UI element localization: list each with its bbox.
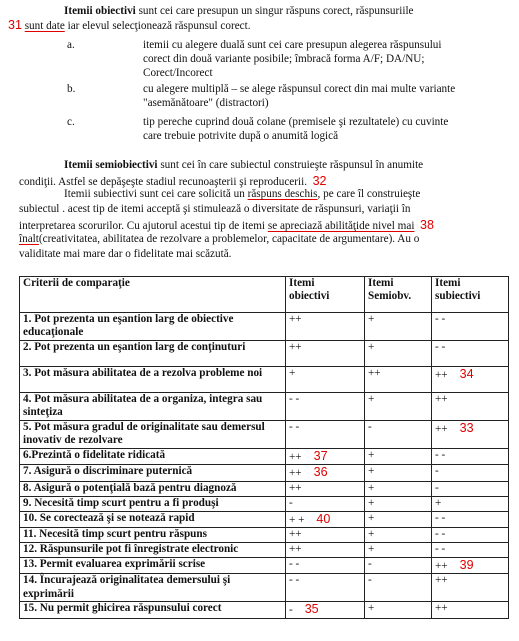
semiobv-cell: + [365, 602, 432, 618]
item-a-line-1: itemii cu alegere duală sunt cei care presupun alegerea răspunsului [143, 39, 442, 51]
criterion-cell: 8. Asigură o potenţială bază pentru diagnoză [20, 481, 286, 496]
header-subiectivi: Itemi subiectivi [432, 277, 509, 313]
semiobv-cell: + [365, 465, 432, 481]
underlined-sunt-date: sunt date [24, 20, 65, 32]
subiectivi-cell: - - [432, 340, 509, 366]
table-row [20, 366, 509, 392]
semi-line-5: interpretarea scorurilor. Cu ajutorul acestui tip de itemi se apreciază abilităţide nivel mai 38 [19, 218, 434, 232]
obiectivi-cell: - 35 [286, 602, 365, 618]
obiectivi-cell: ++ [286, 340, 365, 366]
criterion-cell: 11. Necesită timp scurt pentru răspuns [20, 527, 286, 542]
underlined-raspuns-deschis: răspuns deschis [247, 188, 318, 200]
table-row [20, 527, 509, 542]
subiectivi-cell: - [432, 481, 509, 496]
obiectivi-cell: - [286, 496, 365, 511]
subiectivi-cell: ++ [432, 602, 509, 618]
semiobv-cell: + [365, 511, 432, 527]
header-obiectivi: Itemi obiectivi [286, 277, 365, 313]
semiobv-cell: + [365, 340, 432, 366]
item-b-line-1: cu alegere multiplă – se alege răspunsul corect din mai multe variante [143, 83, 456, 95]
item-b-line-2: "asemănătoare" (distractori) [143, 97, 269, 109]
semiobv-cell: + [365, 448, 432, 464]
semiobv-cell: + [365, 313, 432, 341]
semi-line-4: subiectul . acest tip de itemi acceptă şi stimulează o diversitate de răspunsuri, variaţii în [19, 203, 411, 215]
red-marker: 33 [459, 420, 474, 435]
obiectivi-cell: ++ 37 [286, 448, 365, 464]
obiectivi-cell: ++ [286, 313, 365, 341]
criterion-cell: 4. Pot măsura abilitatea de a organiza, integra sau sinteţiza [20, 392, 286, 420]
subiectivi-cell: ++ [432, 392, 509, 420]
criterion-cell: 9. Necesită timp scurt pentru a fi produşi [20, 496, 286, 511]
red-marker: 40 [316, 511, 331, 526]
table-row [20, 574, 509, 602]
subiectivi-cell: - - [432, 511, 509, 527]
obiectivi-cell: ++ 36 [286, 465, 365, 481]
semi-line-2: condiţii. Astfel se depăşeşte stadiul recunoaşterii şi reproducerii. 32 [19, 174, 327, 188]
comparison-table [19, 276, 509, 619]
underlined-abilitati-nivel: se apreciază abilităţide nivel mai [267, 220, 415, 232]
subiectivi-cell: ++ [432, 574, 509, 602]
marker-38: 38 [420, 218, 434, 232]
criterion-cell: 1. Pot prezenta un eşantion larg de obiective educaţionale [20, 313, 286, 341]
criterion-cell: 3. Pot măsura abilitatea de a rezolva probleme noi [20, 366, 286, 392]
criterion-cell: 10. Se corectează şi se notează rapid [20, 511, 286, 527]
semi-line-1: Itemii semiobiectivi sunt cei în care subiectul construieşte răspunsul în anumite [64, 159, 424, 171]
semiobv-cell: ++ [365, 366, 432, 392]
obiectivi-cell: - - [286, 420, 365, 448]
item-b-letter: b. [67, 83, 76, 95]
obiectivi-cell: ++ [286, 481, 365, 496]
semiobv-cell: + [365, 392, 432, 420]
criterion-cell: 6.Prezintă o fidelitate ridicată [20, 448, 286, 464]
criterion-cell: 14. Încurajează originalitatea demersului şi exprimării [20, 574, 286, 602]
subiectivi-cell: - - [432, 313, 509, 341]
subiectivi-cell: - [432, 465, 509, 481]
marker-32: 32 [312, 174, 327, 188]
criterion-cell: 15. Nu permit ghicirea răspunsului corect [20, 602, 286, 618]
item-a-line-3: Corect/Incorect [143, 67, 213, 79]
table-row [20, 496, 509, 511]
semi-line-6: înalt(creativitatea, abilitatea de rezolvare a problemelor, capacitate de argumentare). Au o [19, 233, 420, 245]
criterion-cell: 7. Asigură o discriminare puternică [20, 465, 286, 481]
semiobv-cell: + [365, 527, 432, 542]
obiectivi-line-2: 31 sunt date iar elevul selecţionează răspunsul corect. [8, 18, 251, 32]
subiectivi-cell: ++ 34 [432, 366, 509, 392]
semiobv-cell: + [365, 481, 432, 496]
table-row [20, 542, 509, 557]
obiectivi-cell: - - [286, 574, 365, 602]
obiectivi-cell: ++ [286, 542, 365, 557]
table-row [20, 420, 509, 448]
table-body [20, 313, 509, 619]
subiectivi-cell: + [432, 496, 509, 511]
subiectivi-cell: ++ 33 [432, 420, 509, 448]
item-c-letter: c. [67, 116, 75, 128]
table-row [20, 465, 509, 481]
table-row [20, 340, 509, 366]
obiectivi-cell: ++ [286, 527, 365, 542]
header-criterii: Criterii de comparaţie [20, 277, 286, 313]
semiobv-cell: - [365, 420, 432, 448]
obiectivi-cell: - - [286, 392, 365, 420]
criterion-cell: 2. Pot prezenta un eşantion larg de conţinuturi [20, 340, 286, 366]
marker-31: 31 [8, 18, 22, 32]
red-marker: 34 [459, 366, 474, 381]
semiobv-cell: - [365, 557, 432, 573]
obiectivi-term: Itemii obiectivi [64, 5, 136, 17]
obiectivi-cell: + + 40 [286, 511, 365, 527]
item-c-line-1: tip pereche cuprind două colane (premisele şi rezultatele) cu cuvinte [143, 116, 449, 128]
table-row [20, 392, 509, 420]
semiobiectivi-term: Itemii semiobiectivi [64, 159, 158, 171]
red-marker: 36 [313, 465, 328, 480]
semiobv-cell: + [365, 542, 432, 557]
item-a-line-2: corect din două variante posibile; îmbracă forma A/F; DA/NU; [143, 53, 425, 65]
criterion-cell: 12. Răspunsurile pot fi înregistrate electronic [20, 542, 286, 557]
underlined-inalt: înalt [19, 233, 39, 245]
item-c-line-2: care trebuie potrivite după o anumită logică [143, 130, 339, 142]
red-marker: 37 [313, 448, 328, 463]
semi-line-3: Itemii subiectivi sunt cei care solicită un răspuns deschis, pe care îl construieşte [64, 188, 421, 200]
table-header-row [20, 277, 509, 313]
subiectivi-cell: ++ 39 [432, 557, 509, 573]
semi-line-7: validitate mai mare dar o fidelitate mai scăzută. [19, 248, 232, 260]
subiectivi-cell: - - [432, 448, 509, 464]
table-row [20, 313, 509, 341]
obiectivi-line-1: Itemii obiectivi sunt cei care presupun un singur răspuns corect, răspunsuriile [64, 5, 414, 17]
semiobv-cell: - [365, 574, 432, 602]
criterion-cell: 5. Pot măsura gradul de originalitate sau demersul inovativ de rezolvare [20, 420, 286, 448]
red-marker: 35 [304, 602, 319, 617]
obiectivi-cell: + [286, 366, 365, 392]
table-row [20, 448, 509, 464]
header-semiobv: Itemi Semiobv. [365, 277, 432, 313]
criterion-cell: 13. Permit evaluarea exprimării scrise [20, 557, 286, 573]
red-marker: 39 [459, 557, 474, 572]
subiectivi-cell: - - [432, 527, 509, 542]
table-row [20, 481, 509, 496]
table-row [20, 557, 509, 573]
subiectivi-cell: - - [432, 542, 509, 557]
table-row [20, 602, 509, 618]
table-row [20, 511, 509, 527]
semiobv-cell: + [365, 496, 432, 511]
obiectivi-cell: - - [286, 557, 365, 573]
item-a-letter: a. [67, 39, 75, 51]
